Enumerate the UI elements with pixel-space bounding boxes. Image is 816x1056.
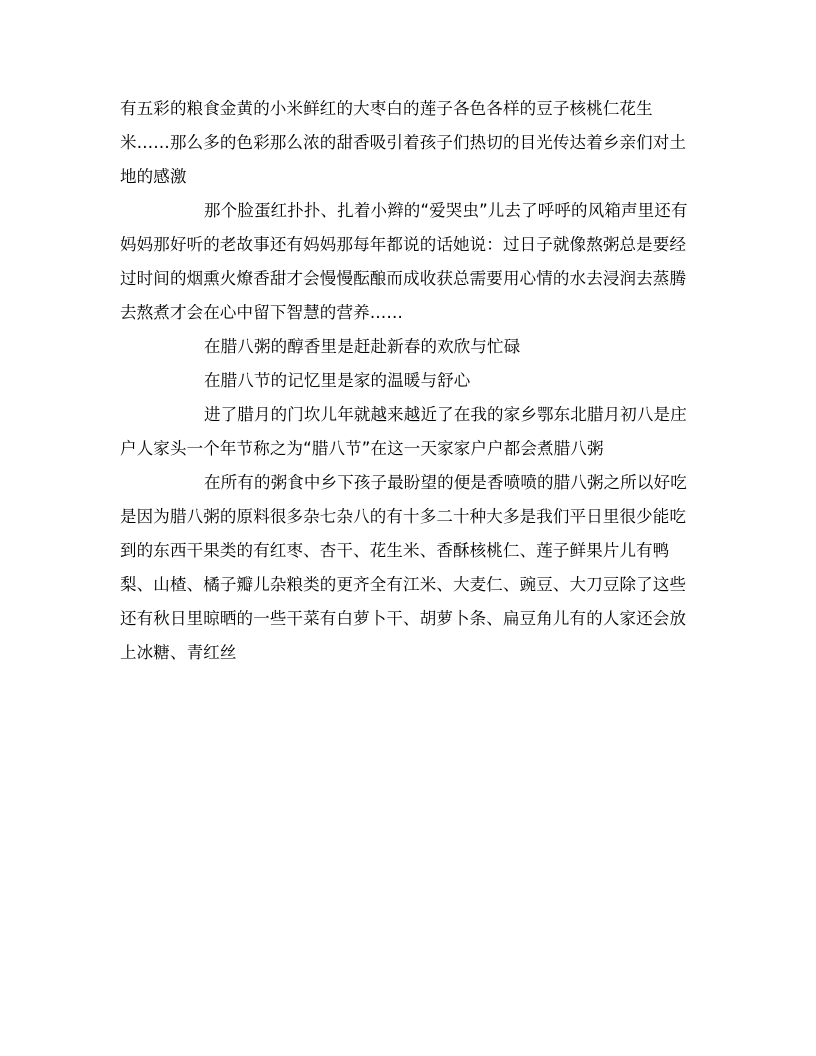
paragraph-mother-story: 那个脸蛋红扑扑、扎着小辫的“爱哭虫”儿去了呼呼的风箱声里还有妈妈那好听的老故事还有妈妈那每年都说的话她说：过日子就像熬粥总是要经过时间的烟熏火燎香甜才会慢慢酝酿而成收获总需要用心情的水去浸润去蒸腾去熬煮才会在心中留下智慧的营养…… bbox=[120, 201, 688, 322]
document-body bbox=[120, 92, 700, 670]
paragraph-porridge-aroma: 在腊八粥的醇香里是赶赴新春的欢欣与忙碌 bbox=[204, 337, 521, 356]
paragraph-grain-colors: 有五彩的粮食金黄的小米鲜红的大枣白的莲子各色各样的豆子核桃仁花生米……那么多的色彩那么浓的甜香吸引着孩子们热切的目光传达着乡亲们对土地的感激 bbox=[120, 99, 687, 186]
paragraph-festival-memory: 在腊八节的记忆里是家的温暖与舒心 bbox=[204, 371, 471, 390]
paragraph-porridge-ingredients: 在所有的粥食中乡下孩子最盼望的便是香喷喷的腊八粥之所以好吃是因为腊八粥的原料很多杂七杂八的有十多二十种大多是我们平日里很少能吃到的东西干果类的有红枣、杏干、花生米、香酥核桃仁、莲子鲜果片儿有鸭梨、山楂、橘子瓣儿杂粮类的更齐全有江米、大麦仁、豌豆、大刀豆除了这些还有秋日里晾晒的一些干菜有白萝卜干、胡萝卜条、扁豆角儿有的人家还会放上冰糖、青红丝 bbox=[120, 473, 687, 662]
paragraph-laba-festival: 进了腊月的门坎儿年就越来越近了在我的家乡鄂东北腊月初八是庄户人家头一个年节称之为“腊八节”在这一天家家户户都会煮腊八粥 bbox=[120, 405, 687, 458]
